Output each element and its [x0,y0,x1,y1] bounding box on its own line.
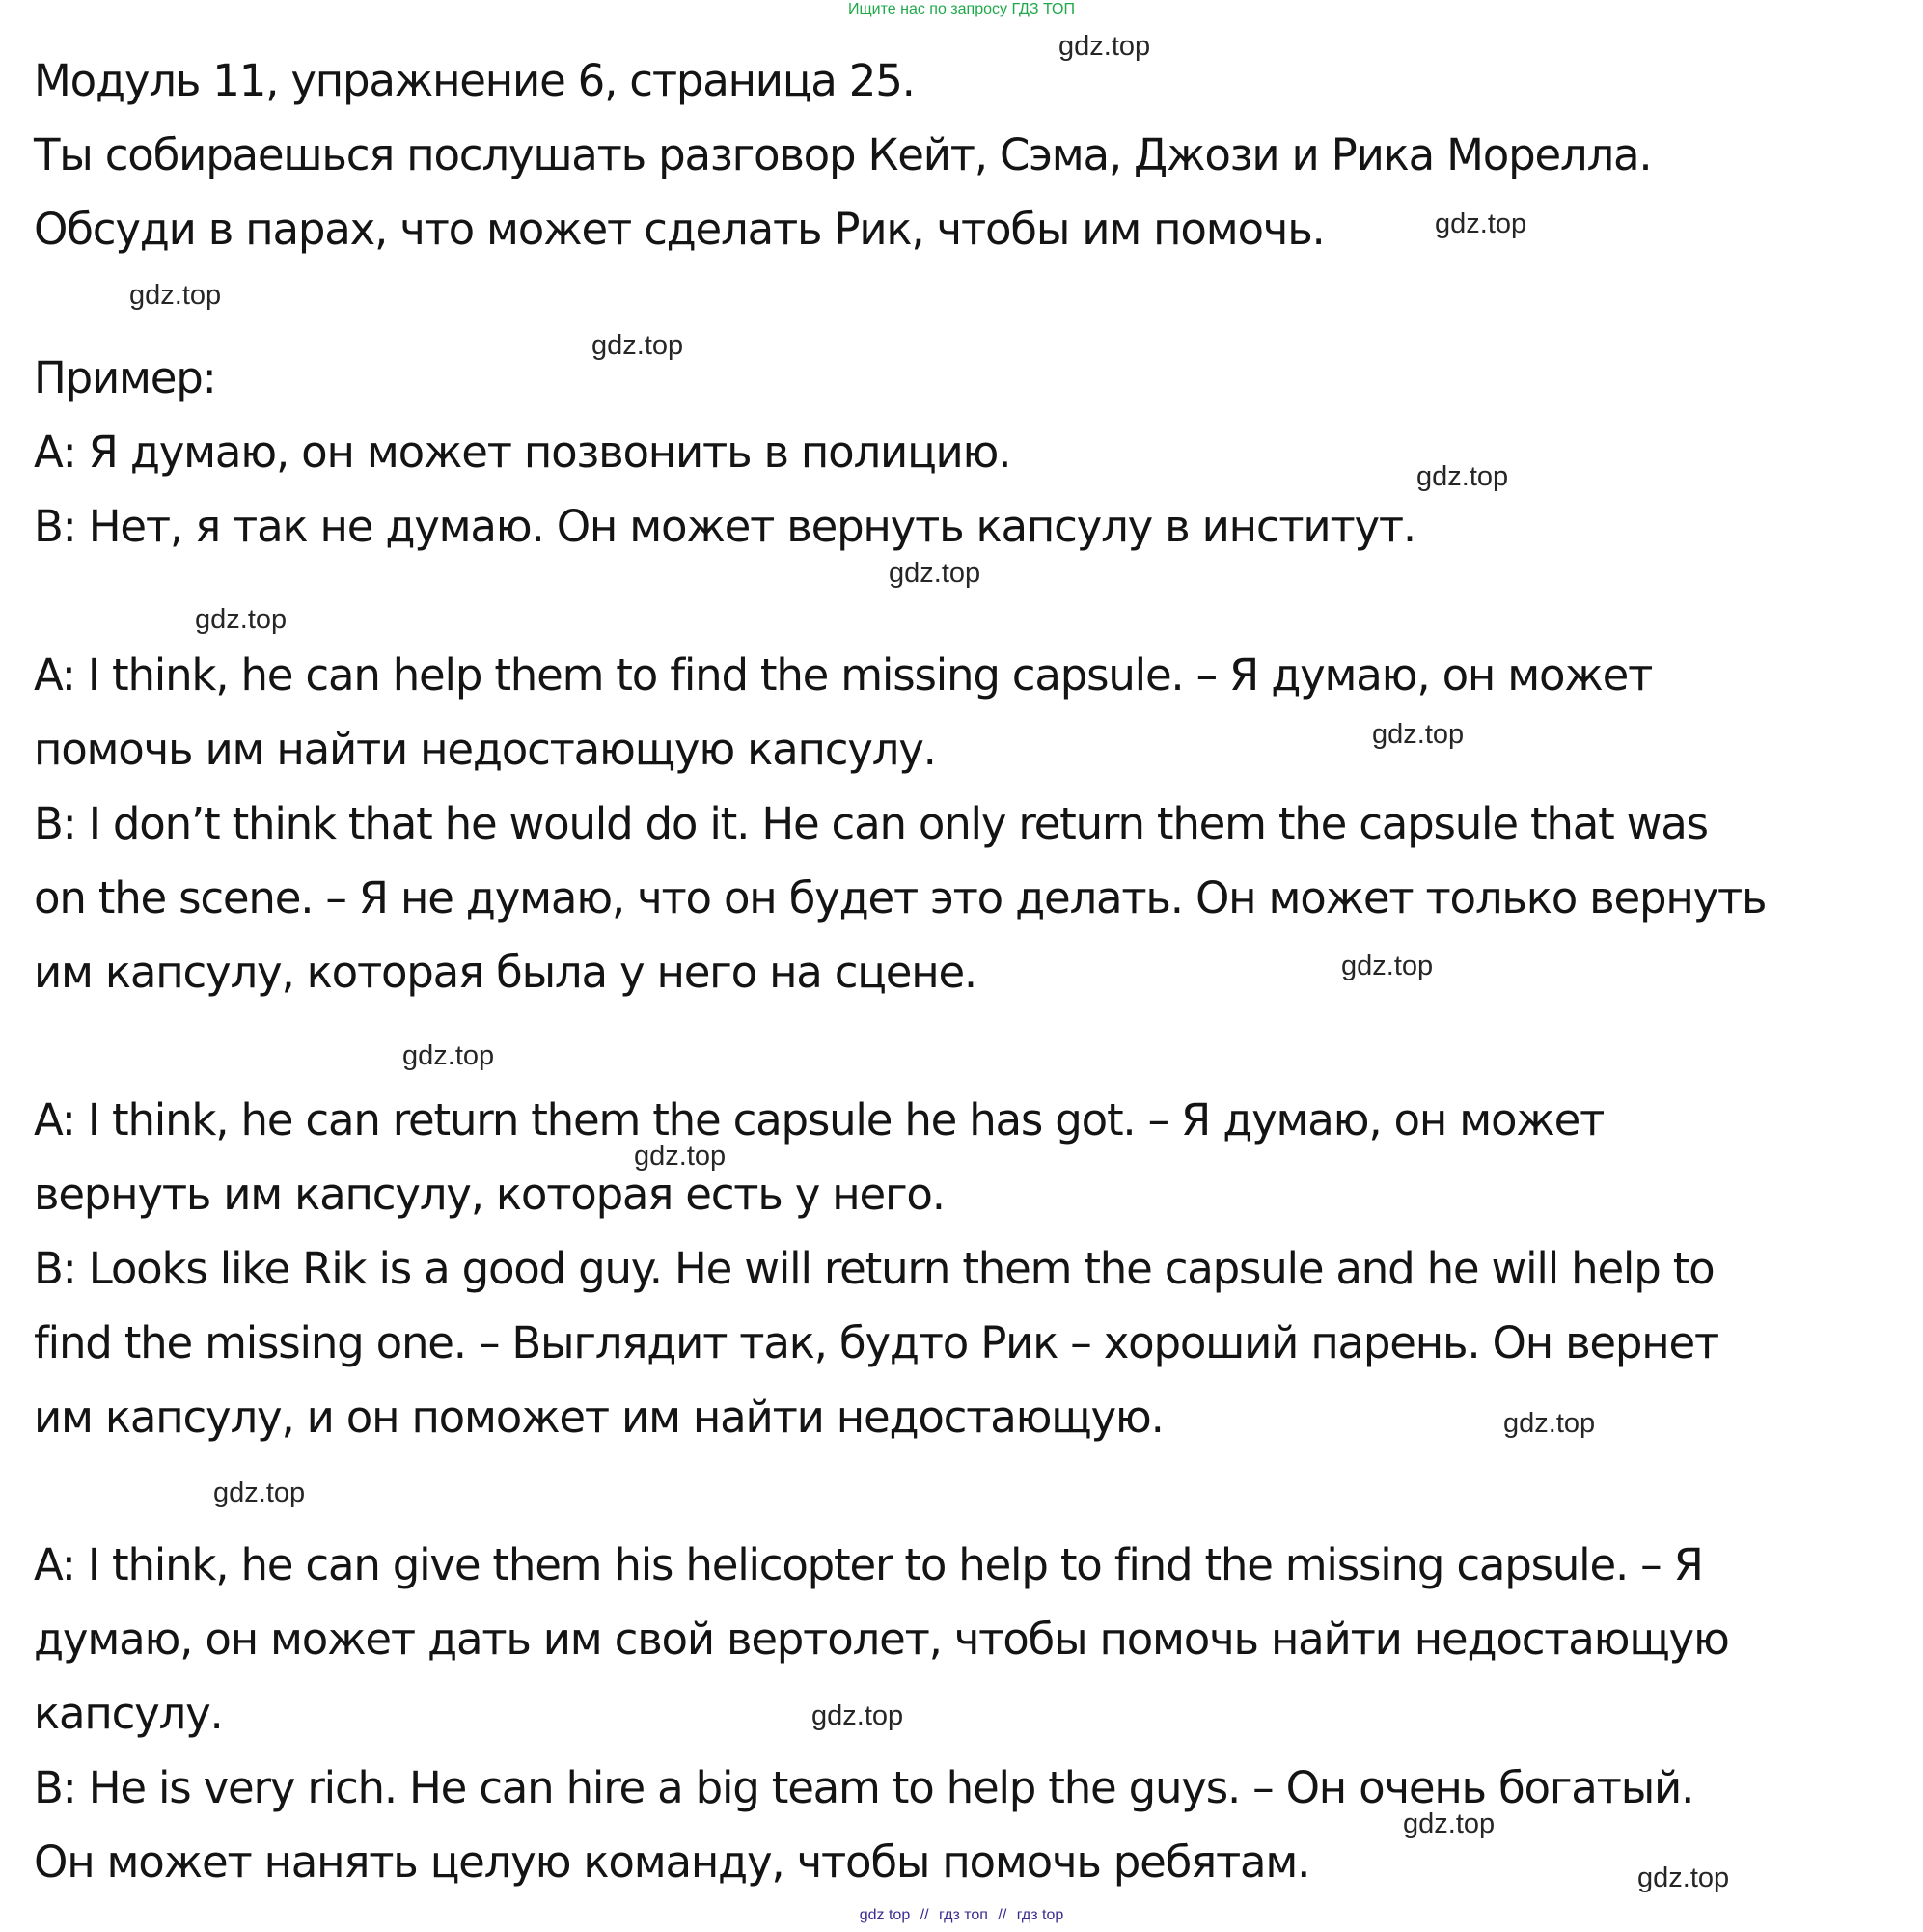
dialog-3-b-line-1: B: He is very rich. He can hire a big team to help the guys. – Он очень богатый. [34,1762,1694,1813]
watermark: gdz.top [1058,31,1151,62]
watermark: gdz.top [811,1700,904,1731]
task-line-2: Обсуди в парах, что может сделать Рик, чтобы им помочь. [34,204,1325,255]
dialog-2-b-line-3: им капсулу, и он поможет им найти недостающую. [34,1392,1164,1443]
dialog-3-a-line-1: A: I think, he can give them his helicopter to help to find the missing capsule. – Я [34,1539,1703,1590]
dialog-1-a-line-2: помочь им найти недостающую капсулу. [34,724,936,775]
dialog-3-a-line-3: капсулу. [34,1688,223,1739]
footer-separator: // [998,1907,1007,1923]
dialog-2-b-line-2: find the missing one. – Выглядит так, будто Рик – хороший парень. Он вернет [34,1317,1718,1368]
example-heading: Пример: [34,352,216,403]
footer-link-gdz-top-mixed[interactable]: гдз top [1016,1907,1064,1923]
dialog-1-a-line-1: A: I think, he can help them to find the missing capsule. – Я думаю, он может [34,649,1653,701]
dialog-2-b-line-1: B: Looks like Rik is a good guy. He will return them the capsule and he will help to [34,1243,1715,1294]
top-search-banner: Ищите нас по запросу ГДЗ ТОП [848,1,1075,17]
watermark: gdz.top [1372,719,1465,750]
watermark: gdz.top [1403,1808,1496,1839]
dialog-3-b-line-2: Он может нанять целую команду, чтобы помочь ребятам. [34,1836,1310,1888]
dialog-2-a-line-1: A: I think, he can return them the capsule he has got. – Я думаю, он может [34,1094,1605,1145]
dialog-1-b-line-1: B: I don’t think that he would do it. He can only return them the capsule that was [34,798,1708,849]
watermark: gdz.top [1416,461,1509,492]
footer-link-gdz-top[interactable]: gdz top [859,1907,911,1923]
dialog-3-a-line-2: думаю, он может дать им свой вертолет, чтобы помочь найти недостающую [34,1614,1729,1665]
watermark: gdz.top [1435,208,1527,239]
watermark: gdz.top [889,558,981,589]
footer-link-gdz-top-ru[interactable]: гдз топ [939,1907,988,1923]
watermark: gdz.top [195,604,288,635]
example-line-a: А: Я думаю, он может позвонить в полицию. [34,427,1011,478]
watermark: gdz.top [1637,1863,1730,1893]
dialog-1-b-line-2: on the scene. – Я не думаю, что он будет это делать. Он может только вернуть [34,872,1767,924]
task-line-1: Ты собираешься послушать разговор Кейт, Сэма, Джози и Рика Морелла. [34,129,1652,180]
watermark: gdz.top [213,1477,306,1508]
watermark: gdz.top [402,1040,495,1071]
watermark: gdz.top [1503,1408,1596,1439]
watermark: gdz.top [591,330,684,361]
example-line-b: В: Нет, я так не думаю. Он может вернуть капсулу в институт. [34,501,1416,552]
watermark: gdz.top [1341,951,1434,981]
exercise-heading: Модуль 11, упражнение 6, страница 25. [34,55,915,106]
watermark: gdz.top [129,280,222,311]
watermark: gdz.top [634,1141,727,1172]
dialog-2-a-line-2: вернуть им капсулу, которая есть у него. [34,1169,945,1220]
footer-links [0,1907,1923,1924]
footer-separator: // [920,1907,929,1923]
dialog-1-b-line-3: им капсулу, которая была у него на сцене. [34,947,977,998]
